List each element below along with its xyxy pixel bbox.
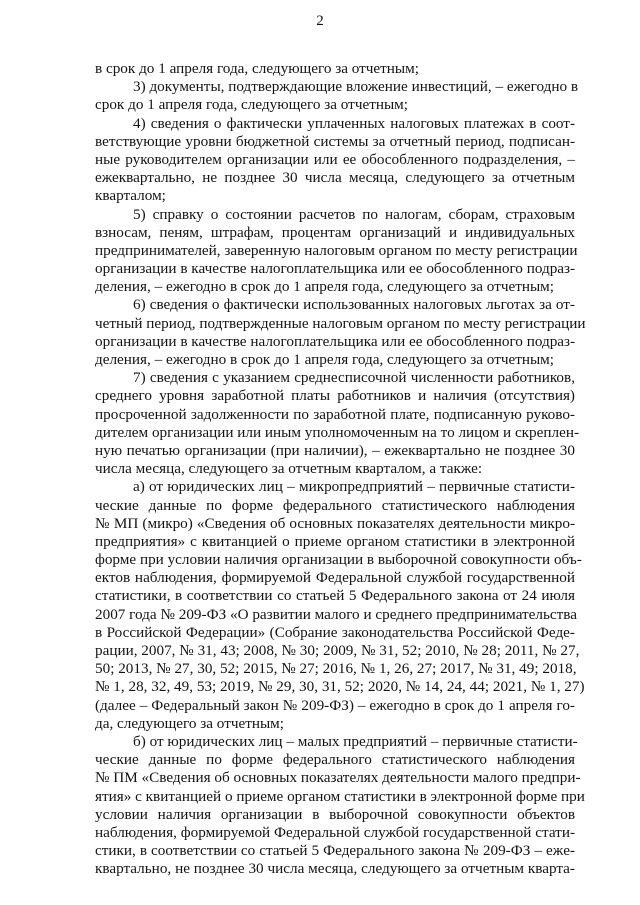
text-line: а) от юридических лиц – микропредприятий – первичные статисти- (133, 478, 575, 496)
text-line: 7) сведения с указанием среднесписочной численности работников, (133, 369, 575, 387)
text-line: дителем организации или иным уполномоченным на то лицом и скреплен- (95, 423, 580, 441)
text-line: среднего уровня заработной платы работников и наличия (отсутствия) (95, 387, 575, 405)
text-line: наблюдения, формируемой Федеральной службой государственной стати- (95, 823, 575, 841)
paragraph-continuation (95, 60, 575, 78)
paragraph-subitem-a (95, 478, 585, 733)
text-line: ческие данные по форме федерального статистического наблюдения (95, 751, 575, 769)
page-number: 2 (316, 13, 324, 29)
text-line: 2007 года № 209-ФЗ «О развитии малого и среднего предпринимательства (95, 605, 578, 623)
text-line: предпринимателей, заверенную налоговым органом по месту регистрации (95, 241, 578, 259)
paragraph-subitem-b (95, 732, 585, 879)
text-line: в Российской Федерации» (Собрание законодательства Российской Феде- (95, 623, 575, 641)
paragraph-item-7 (95, 369, 580, 478)
text-line: № 1, 28, 32, 49, 53; 2019, № 29, 30, 31, 52; 2020, № 14, 24, 44; 2021, № 1, 27) (95, 678, 585, 696)
text-line: № ПМ «Сведения об основных показателях деятельности малого предпри- (95, 769, 581, 787)
text-line: ятия» с квитанцией о приеме органом статистики в электронной форме при (95, 787, 585, 805)
text-line: стики, в соответствии со статьей 5 Федерального закона № 209-ФЗ – ежe- (95, 842, 575, 860)
text-line: организации в качестве налогоплательщика или ее обособленного подраз- (95, 260, 576, 278)
text-line: организации в качестве налогоплательщика или ее обособленного подраз- (95, 332, 576, 350)
document-body (95, 60, 586, 878)
text-line: ческие данные по форме федерального статистического наблюдения (95, 496, 575, 514)
paragraph-item-6 (95, 296, 586, 369)
paragraph-item-4 (95, 115, 575, 206)
text-line: деления, – ежегодно в срок до 1 апреля года, следующего за отчетным; (95, 351, 555, 368)
text-line: ветствующие уровни бюджетной системы за отчетный период, подписан- (95, 132, 575, 150)
text-line: квартально, не позднее 30 числа месяца, следующего за отчетным кварта- (95, 860, 575, 878)
paragraph-item-5 (95, 205, 578, 297)
text-line: 50; 2013, № 27, 30, 52; 2015, № 27; 2016, № 1, 26, 27; 2017, № 31, 49; 2018, (95, 660, 577, 678)
text-line: 5) справку о состоянии расчетов по налогам, сборам, страховым (133, 205, 575, 223)
text-line: в срок до 1 апреля года, следующего за отчетным; (95, 60, 419, 77)
text-line: 4) сведения о фактически уплаченных налоговых платежах в соот- (133, 114, 575, 132)
text-line: деления, – ежегодно в срок до 1 апреля года, следующего за отчетным; (95, 278, 555, 296)
text-line: условии наличия организации в выборочной совокупности объектов (95, 805, 575, 823)
text-line: 6) сведения о фактически использованных налоговых льготах за от- (133, 296, 575, 314)
text-line: ектов наблюдения, формируемой Федеральной службой государственной (95, 569, 575, 587)
text-line: кварталом; (95, 187, 166, 205)
text-line: ежеквартально, не позднее 30 числа месяца, следующего за отчетным (95, 169, 575, 187)
text-line: (далее – Федеральный закон № 209-ФЗ) – ежегодно в срок до 1 апреля го- (95, 696, 575, 714)
text-line: № МП (микро) «Сведения об основных показателях деятельности микро- (95, 514, 575, 532)
text-line: числа месяца, следующего за отчетным кварталом, а также: (95, 460, 483, 478)
text-line: 3) документы, подтверждающие вложение инвестиций, – ежегодно в (133, 78, 579, 96)
text-line: ные руководителем организации или ее обособленного подразделения, – (95, 150, 575, 168)
text-line: срок до 1 апреля года, следующего за отчетным; (95, 96, 408, 114)
text-line: статистики, в соответствии со статьей 5 Федерального закона от 24 июля (95, 587, 575, 605)
text-line: четный период, подтвержденные налоговым органом по месту регистрации (95, 314, 586, 332)
text-line: взносам, пеням, штрафам, процентам организаций и индивидуальных (95, 223, 575, 241)
text-line: форме при условии наличия организации в выборочной совокупности объ- (95, 551, 582, 569)
text-line: предприятия» с квитанцией о приеме органом статистики в электронной (95, 532, 575, 550)
text-line: просроченной задолженности по заработной плате, подписанную руково- (95, 405, 575, 423)
text-line: б) от юридических лиц – малых предприятий – первичные статисти- (133, 732, 578, 750)
text-line: рации, 2007, № 31, 43; 2008, № 30; 2009, № 31, 52; 2010, № 28; 2011, № 27, (95, 642, 580, 659)
paragraph-item-3 (95, 78, 579, 114)
text-line: ную печатью организации (при наличии), – ежеквартально не позднее 30 (95, 441, 575, 459)
text-line: да, следующего за отчетным; (95, 714, 285, 732)
